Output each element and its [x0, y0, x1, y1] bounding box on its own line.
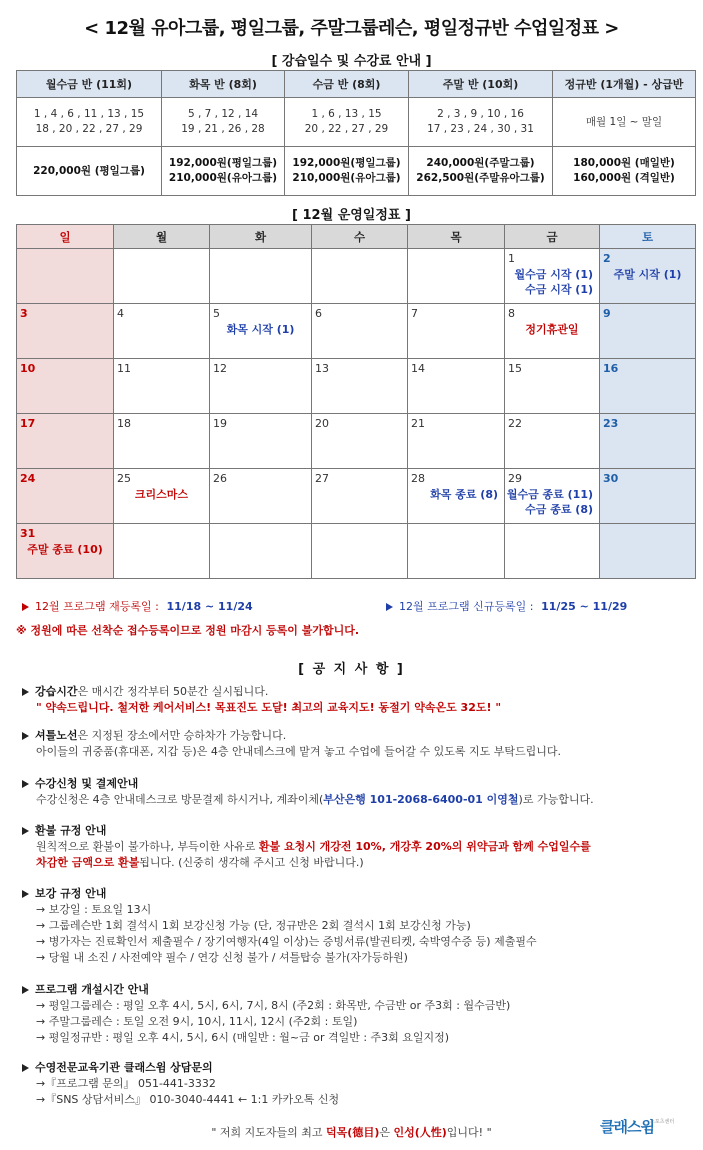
- day-number: 9: [603, 307, 611, 320]
- calendar-week: [17, 359, 696, 414]
- fee-price-cell: [285, 147, 409, 196]
- calendar-day: [505, 469, 600, 524]
- brand-logo: 클래스윔 스포츠센터: [600, 1118, 675, 1136]
- fee-dates-cell: [17, 98, 162, 147]
- notice-shuttle: 셔틀노선은 지정된 장소에서만 승하차가 가능합니다. 아이들의 귀중품(휴대폰, 지갑 등)은 4층 안내데스크에 맡겨 놓고 수업에 들어갈 수 있도록 지도 부탁드립니다.: [22, 728, 692, 760]
- price-line: 192,000원(평일그룹): [168, 157, 278, 169]
- fee-table: [16, 70, 696, 196]
- day-number: 31: [20, 527, 36, 540]
- calendar-day: [114, 249, 210, 304]
- price-line: 240,000원(주말그룹): [426, 157, 535, 169]
- notice-program-hours: 프로그램 개설시간 안내 → 평일그룹레슨 : 평일 오후 4시, 5시, 6시, 7시, 8시 (주2회 : 화목반, 수금반 or 주3회 : 월수금반) → 주말그룹레슨 : 토일 오전 9시, 10시, 11시, 12시 (주2회 : 토일) → 평일정규반 : 평일 오후 4시, 5시, 6시 (매일반 : 월~금 or 격일반 : 주3회 요일지정): [22, 982, 692, 1046]
- calendar-event: 화목 시작 (1): [226, 323, 295, 336]
- calendar-day: [600, 249, 696, 304]
- weekday-header: 월: [114, 225, 210, 249]
- day-number: 28: [411, 472, 425, 485]
- day-number: 2: [603, 252, 611, 265]
- price-line: 160,000원 (격일반): [573, 172, 675, 184]
- triangle-right-icon: [22, 603, 29, 611]
- calendar-day: [505, 304, 600, 359]
- notice-refund: 환불 규정 안내 원칙적으로 환불이 불가하나, 부득이한 사유로 환불 요청시 개강전 10%, 개강후 20%의 위약금과 함께 수업일수를 차감한 금액으로 환불됩니다. (신중히 생각해 주시고 신청 바랍니다.): [22, 823, 692, 871]
- calendar-week: [17, 249, 696, 304]
- day-number: 4: [117, 307, 124, 320]
- fee-price-cell: [553, 147, 696, 196]
- weekday-header: 수: [312, 225, 408, 249]
- calendar-event: 월수금 종료 (11): [506, 488, 593, 501]
- calendar-day: [114, 359, 210, 414]
- calendar-day: [505, 414, 600, 469]
- triangle-right-icon: [386, 603, 393, 611]
- calendar-day: [210, 304, 312, 359]
- fee-header: 수금 반 (8회): [285, 71, 409, 98]
- calendar-day: [17, 249, 114, 304]
- date-line: 5 , 7 , 12 , 14: [187, 108, 259, 120]
- day-number: 10: [20, 362, 36, 375]
- calendar-day: [114, 414, 210, 469]
- weekday-header: 목: [408, 225, 505, 249]
- calendar-day: [312, 249, 408, 304]
- calendar-day: [312, 304, 408, 359]
- calendar-day: [505, 359, 600, 414]
- day-number: 6: [315, 307, 322, 320]
- date-line: 17 , 23 , 24 , 30 , 31: [427, 123, 534, 135]
- day-number: 21: [411, 417, 425, 430]
- weekday-header: 토: [600, 225, 696, 249]
- notice-title: [ 공 지 사 항 ]: [298, 662, 405, 677]
- day-number: 24: [20, 472, 36, 485]
- price-line: 210,000원(유아그룹): [168, 172, 278, 184]
- new-registration: 12월 프로그램 신규등록일 : 11/25 ~ 11/29: [386, 598, 627, 614]
- calendar-day: [600, 524, 696, 579]
- calendar-day: [312, 524, 408, 579]
- fee-dates-cell: [285, 98, 409, 147]
- re-registration: 12월 프로그램 재등록일 : 11/18 ~ 11/24: [22, 598, 253, 614]
- calendar-day: [17, 524, 114, 579]
- date-line: 1 , 6 , 13 , 15: [311, 108, 382, 120]
- calendar-day: [210, 469, 312, 524]
- calendar-day: [312, 469, 408, 524]
- day-number: 17: [20, 417, 36, 430]
- calendar-day: [600, 359, 696, 414]
- calendar-day: [408, 359, 505, 414]
- price-line: 210,000원(유아그룹): [292, 172, 401, 184]
- calendar-day: [312, 414, 408, 469]
- date-line: 2 , 3 , 9 , 10 , 16: [437, 108, 524, 120]
- fee-dates-cell: [553, 98, 696, 147]
- calendar-day: [114, 304, 210, 359]
- calendar-event: 크리스마스: [134, 488, 189, 501]
- calendar-week: [17, 469, 696, 524]
- footer-quote: " 저희 지도자들의 최고 덕목(德目)은 인성(人性)입니다! ": [211, 1126, 492, 1139]
- calendar-day: [17, 414, 114, 469]
- page-title: < 12월 유아그룹, 평일그룹, 주말그룹레슨, 평일정규반 수업일정표 >: [84, 18, 619, 39]
- weekday-header: 일: [17, 225, 114, 249]
- date-line: 19 , 21 , 26 , 28: [181, 123, 265, 135]
- calendar-day: [114, 524, 210, 579]
- fee-header: 주말 반 (10회): [409, 71, 553, 98]
- calendar-week: [17, 414, 696, 469]
- day-number: 15: [508, 362, 522, 375]
- day-number: 12: [213, 362, 227, 375]
- fee-price-cell: [17, 147, 162, 196]
- day-number: 3: [20, 307, 28, 320]
- fee-header: 월수금 반 (11회): [17, 71, 162, 98]
- price-line: 192,000원(평일그룹): [292, 157, 401, 169]
- notice-time: 강습시간은 매시간 정각부터 50분간 실시됩니다. " 약속드립니다. 철저한 케어서비스! 목표진도 도달! 최고의 교육지도! 동절기 약속온도 32도! ": [22, 684, 692, 716]
- day-number: 27: [315, 472, 329, 485]
- calendar-day: [505, 249, 600, 304]
- fee-price-cell: [162, 147, 285, 196]
- calendar-day: [210, 524, 312, 579]
- calendar-day: [17, 304, 114, 359]
- fee-header: 화목 반 (8회): [162, 71, 285, 98]
- calendar-day: [408, 414, 505, 469]
- day-number: 18: [117, 417, 131, 430]
- calendar-title: [ 12월 운영일정표 ]: [292, 208, 411, 223]
- calendar-day: [505, 524, 600, 579]
- day-number: 25: [117, 472, 131, 485]
- day-number: 5: [213, 307, 220, 320]
- date-line: 매월 1일 ~ 말일: [585, 115, 663, 128]
- day-number: 13: [315, 362, 329, 375]
- day-number: 14: [411, 362, 425, 375]
- calendar-event: 화목 종료 (8): [430, 488, 498, 501]
- day-number: 26: [213, 472, 227, 485]
- calendar-day: [408, 469, 505, 524]
- calendar-day: [210, 249, 312, 304]
- calendar-event: 정기휴관일: [525, 323, 579, 336]
- day-number: 22: [508, 417, 522, 430]
- calendar-day: [600, 304, 696, 359]
- calendar-event: 주말 종료 (10): [27, 543, 103, 556]
- weekday-header: 금: [505, 225, 600, 249]
- calendar-day: [210, 359, 312, 414]
- calendar-event: 수금 종료 (8): [525, 503, 593, 516]
- calendar-day: [17, 359, 114, 414]
- calendar-week: [17, 304, 696, 359]
- registration-warning: ※ 정원에 따른 선착순 접수등록이므로 정원 마감시 등록이 불가합니다.: [16, 624, 360, 637]
- calendar-day: [408, 249, 505, 304]
- calendar-day: [408, 304, 505, 359]
- calendar-event: 월수금 시작 (1): [514, 268, 593, 281]
- day-number: 20: [315, 417, 329, 430]
- price-line: 180,000원 (매일반): [573, 157, 675, 169]
- calendar-event: 주말 시작 (1): [613, 268, 682, 281]
- calendar-day: [114, 469, 210, 524]
- weekday-header: 화: [210, 225, 312, 249]
- day-number: 1: [508, 252, 515, 265]
- calendar-day: [600, 469, 696, 524]
- calendar-day: [600, 414, 696, 469]
- fee-dates-cell: [162, 98, 285, 147]
- fee-section-title: [ 강습일수 및 수강료 안내 ]: [271, 54, 432, 69]
- calendar-day: [210, 414, 312, 469]
- fee-header: 정규반 (1개월) - 상급반: [553, 71, 696, 98]
- day-number: 30: [603, 472, 619, 485]
- calendar-table: [16, 224, 696, 579]
- notice-payment: 수강신청 및 결제안내 수강신청은 4층 안내데스크로 방문결제 하시거나, 계좌이체(부산은행 101-2068-6400-01 이영철)로 가능합니다.: [22, 776, 692, 808]
- day-number: 19: [213, 417, 227, 430]
- calendar-day: [312, 359, 408, 414]
- notice-contact: 수영전문교육기관 클래스윔 상담문의 →『프로그램 문의』 051-441-3332 →『SNS 상담서비스』 010-3040-4441 ← 1:1 카카오톡 신청: [22, 1060, 692, 1108]
- day-number: 29: [508, 472, 522, 485]
- notice-makeup: 보강 규정 안내 → 보강일 : 토요일 13시 → 그룹레슨반 1회 결석시 1회 보강신청 가능 (단, 정규반은 2회 결석시 1회 보강신청 가능) → 병가자는 진료확인서 제출필수 / 장기여행자(4일 이상)는 증빙서류(발권티켓, 숙박영수증 등) 제출필수 → 당월 내 소진 / 사전예약 필수 / 연강 신청 불가 / 셔틀탑승 불가(자가등하원): [22, 886, 692, 966]
- calendar-week: [17, 524, 696, 579]
- day-number: 16: [603, 362, 619, 375]
- fee-dates-cell: [409, 98, 553, 147]
- date-line: 20 , 22 , 27 , 29: [304, 123, 389, 135]
- calendar-day: [408, 524, 505, 579]
- calendar-day: [17, 469, 114, 524]
- calendar-event: 수금 시작 (1): [525, 283, 593, 296]
- date-line: 1 , 4 , 6 , 11 , 13 , 15: [33, 108, 145, 120]
- day-number: 23: [603, 417, 619, 430]
- fee-price-cell: [409, 147, 553, 196]
- day-number: 8: [508, 307, 515, 320]
- price-line: 262,500원(주말유아그룹): [416, 172, 545, 184]
- date-line: 18 , 20 , 22 , 27 , 29: [35, 123, 143, 135]
- day-number: 11: [117, 362, 131, 375]
- day-number: 7: [411, 307, 418, 320]
- price-line: 220,000원 (평일그룹): [33, 164, 145, 177]
